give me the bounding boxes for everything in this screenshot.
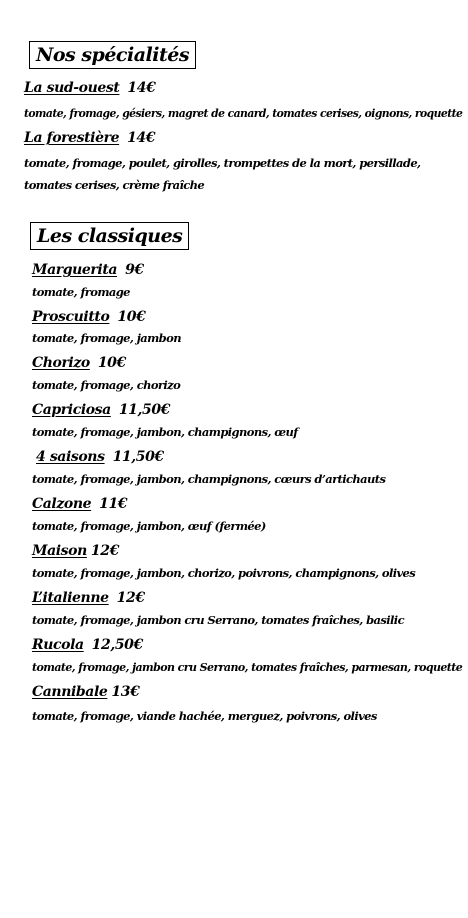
- pizza-price: 12€: [90, 543, 119, 559]
- pizza-price: 12,50€: [91, 637, 143, 653]
- pizza-price: 11€: [99, 496, 128, 512]
- pizza-price: 14€: [127, 130, 156, 146]
- pizza-price: 9€: [125, 262, 144, 278]
- pizza-description: tomate, fromage, jambon, champignons, œuf: [32, 425, 298, 439]
- pizza-description: tomate, fromage: [32, 285, 130, 299]
- pizza-name: L’italienne: [32, 590, 109, 606]
- pizza-name: Capriciosa: [32, 402, 111, 418]
- pizza-price: 11,50€: [118, 402, 171, 418]
- pizza-price: 10€: [97, 355, 126, 371]
- pizza-name: Maison: [32, 543, 87, 559]
- section-title-classiques: Les classiques: [30, 222, 189, 250]
- pizza-description: tomate, fromage, jambon, champignons, cœurs d’artichauts: [32, 472, 386, 486]
- menu-item-name-la-forestiere: [24, 129, 155, 147]
- menu-item-name-la-sud-ouest: [24, 79, 155, 97]
- menu-item-name-marguerita: [32, 261, 144, 279]
- pizza-description: tomates cerises, crème fraîche: [24, 178, 205, 192]
- menu-item-name-proscuitto: [32, 308, 145, 326]
- pizza-description: tomate, fromage, jambon cru Serrano, tomates fraîches, parmesan, roquette: [32, 660, 463, 674]
- pizza-description: tomate, fromage, jambon, œuf (fermée): [32, 519, 266, 533]
- pizza-price: 14€: [127, 80, 156, 96]
- menu-item-name-chorizo: [32, 354, 126, 372]
- pizza-name: Chorizo: [32, 355, 90, 371]
- pizza-description: tomate, fromage, jambon, chorizo, poivrons, champignons, olives: [32, 566, 416, 580]
- pizza-description: tomate, fromage, poulet, girolles, trompettes de la mort, persillade,: [24, 156, 421, 170]
- section-title-specialites: Nos spécialités: [29, 41, 196, 69]
- menu-item-name-rucola: [32, 636, 143, 654]
- pizza-description: tomate, fromage, chorizo: [32, 378, 181, 392]
- pizza-description: tomate, fromage, jambon cru Serrano, tomates fraîches, basilic: [32, 613, 404, 627]
- pizza-name: Marguerita: [32, 262, 118, 278]
- menu-item-name-cannibale: [32, 683, 139, 701]
- pizza-name: Proscuitto: [32, 309, 110, 325]
- pizza-description: tomate, fromage, gésiers, magret de canard, tomates cerises, oignons, roquette: [24, 106, 463, 120]
- pizza-name: Calzone: [32, 496, 92, 512]
- pizza-price: 11,50€: [112, 449, 164, 465]
- pizza-description: tomate, fromage, viande hachée, merguez, poivrons, olives: [32, 709, 377, 723]
- menu-item-name-calzone: [32, 495, 127, 513]
- menu-item-name-capriciosa: [32, 401, 170, 419]
- pizza-name: La sud-ouest: [24, 80, 120, 96]
- pizza-description: tomate, fromage, jambon: [32, 331, 181, 345]
- pizza-name: Rucola: [32, 637, 84, 653]
- pizza-name: Cannibale: [32, 684, 108, 700]
- pizza-price: 10€: [117, 309, 146, 325]
- menu-item-name-4-saisons: [36, 448, 164, 466]
- pizza-price: 13€: [111, 684, 140, 700]
- menu-item-name-litalienne: [32, 589, 145, 607]
- pizza-price: 12€: [116, 590, 145, 606]
- pizza-name: La forestière: [24, 130, 120, 146]
- menu-item-name-maison: [32, 542, 119, 560]
- pizza-name: 4 saisons: [36, 449, 105, 465]
